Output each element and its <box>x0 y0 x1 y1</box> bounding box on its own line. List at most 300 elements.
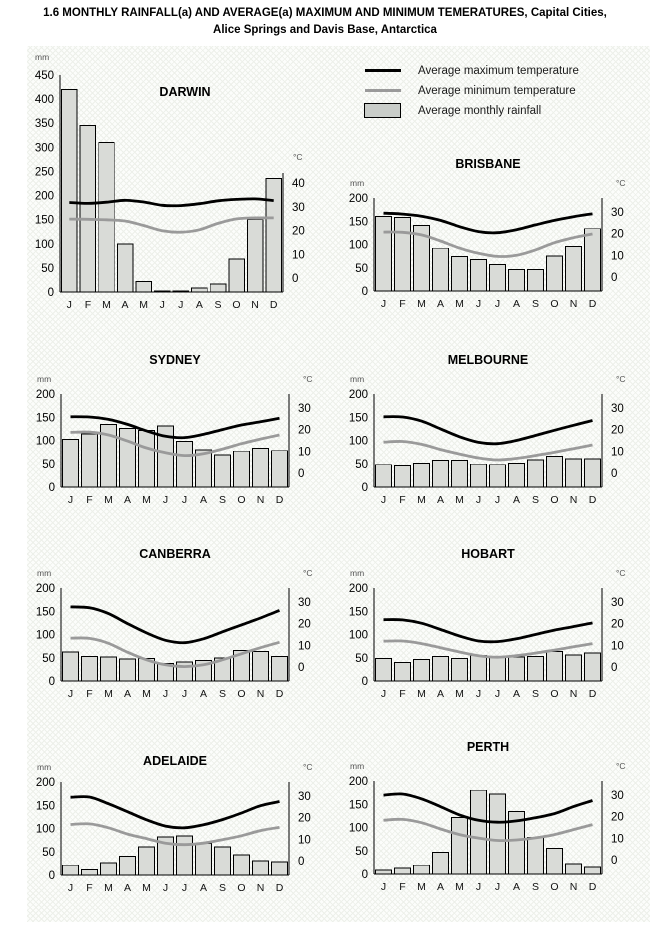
rain-tick-label: 0 <box>361 482 368 494</box>
rainfall-bar <box>471 259 487 291</box>
month-label: O <box>550 298 559 310</box>
rainfall-bar <box>62 90 78 293</box>
rainfall-bar <box>414 463 430 487</box>
legend-label-rain: Average monthly rainfall <box>418 104 542 117</box>
month-label: A <box>512 298 521 310</box>
month-label: N <box>251 299 259 311</box>
chart-svg-adelaide <box>27 732 335 902</box>
legend-row-min <box>362 84 646 97</box>
rain-tick-label: 150 <box>35 412 55 425</box>
rain-tick-label: 100 <box>348 239 368 252</box>
month-label: A <box>123 882 132 894</box>
rain-tick-label: 150 <box>348 412 368 425</box>
rainfall-bar <box>547 652 563 681</box>
month-label: S <box>531 298 540 310</box>
month-label: D <box>588 494 597 506</box>
rainfall-bar <box>585 229 601 291</box>
rainfall-bar <box>452 257 468 291</box>
chart-title: SYDNEY <box>149 353 201 367</box>
rain-unit-label: mm <box>37 374 52 384</box>
rainfall-bar <box>414 660 430 681</box>
month-label: J <box>162 882 169 894</box>
chart-svg-darwin <box>27 50 339 318</box>
temp-unit-label: °C <box>303 374 313 384</box>
temp-tick-label: 20 <box>611 811 624 824</box>
month-label: N <box>569 494 578 506</box>
month-label: J <box>162 688 169 700</box>
rainfall-bar <box>452 659 468 681</box>
month-label: F <box>399 494 406 506</box>
rainfall-bar <box>395 218 411 292</box>
rainfall-bar <box>566 864 582 874</box>
rain-unit-label: mm <box>37 568 52 578</box>
temp-tick-label: 10 <box>298 640 311 653</box>
month-label: F <box>86 688 93 700</box>
chart-darwin <box>27 50 339 323</box>
rain-tick-label: 200 <box>348 776 368 788</box>
rainfall-bar <box>395 868 411 874</box>
rainfall-bar <box>509 657 525 681</box>
rain-tick-label: 350 <box>34 118 54 131</box>
rain-tick-label: 200 <box>348 193 368 205</box>
rain-unit-label: mm <box>350 568 365 578</box>
rainfall-bar <box>120 659 136 681</box>
month-label: J <box>181 494 188 506</box>
month-label: J <box>475 688 482 700</box>
temp-tick-label: 10 <box>611 640 624 653</box>
temp-tick-label: 10 <box>298 446 311 459</box>
rainfall-bar <box>585 459 601 487</box>
rain-tick-label: 50 <box>42 458 55 471</box>
chart-title: CANBERRA <box>139 547 211 561</box>
rainfall-bar <box>433 248 449 291</box>
temp-tick-label: 20 <box>298 618 311 631</box>
month-label: J <box>475 494 482 506</box>
rainfall-bar <box>196 843 212 875</box>
month-label: J <box>181 882 188 894</box>
max-temp-line <box>384 794 593 822</box>
month-label: J <box>494 881 501 893</box>
month-label: F <box>84 299 92 311</box>
month-label: J <box>67 494 74 506</box>
month-label: J <box>494 688 501 700</box>
temp-tick-label: 10 <box>611 833 624 846</box>
month-label: S <box>218 688 227 700</box>
rain-tick-label: 0 <box>361 286 368 298</box>
month-label: M <box>417 494 426 506</box>
temp-tick-label: 10 <box>298 834 311 847</box>
legend-label-min: Average minimum temperature <box>418 84 576 97</box>
rainfall-bar <box>566 655 582 681</box>
month-label: D <box>275 688 284 700</box>
month-label: J <box>475 881 482 893</box>
temp-tick-label: 30 <box>292 201 305 214</box>
temp-tick-label: 0 <box>298 662 305 674</box>
rainfall-bar <box>272 656 288 681</box>
rain-tick-label: 100 <box>348 629 368 642</box>
rainfall-bar <box>117 244 133 292</box>
month-label: O <box>237 494 246 506</box>
temp-tick-label: 10 <box>611 446 624 459</box>
month-label: M <box>417 298 426 310</box>
rain-unit-label: mm <box>350 761 365 771</box>
month-label: M <box>417 881 426 893</box>
month-label: J <box>380 298 387 310</box>
rainfall-bar <box>234 451 250 487</box>
rain-tick-label: 100 <box>35 629 55 642</box>
rainfall-bar-swatch <box>364 103 401 118</box>
rainfall-bar <box>136 281 152 292</box>
rainfall-bar <box>471 790 487 874</box>
rainfall-bar <box>63 865 79 875</box>
rainfall-bar <box>266 179 282 292</box>
month-label: F <box>399 881 406 893</box>
rain-unit-label: mm <box>37 762 52 772</box>
rainfall-bar <box>82 434 98 487</box>
rain-tick-label: 150 <box>35 606 55 619</box>
temp-tick-label: 0 <box>298 468 305 480</box>
legend-row-max <box>362 64 646 77</box>
rainfall-bar <box>101 657 117 681</box>
month-label: S <box>218 882 227 894</box>
month-label: J <box>178 299 184 311</box>
rain-tick-label: 0 <box>48 482 55 494</box>
chart-svg-melbourne <box>340 344 648 514</box>
rain-tick-label: 200 <box>35 389 55 401</box>
month-label: A <box>199 688 208 700</box>
temp-tick-label: 10 <box>292 249 305 262</box>
month-label: M <box>142 494 151 506</box>
rain-tick-label: 0 <box>361 676 368 688</box>
month-label: D <box>275 494 284 506</box>
month-label: M <box>104 688 113 700</box>
rain-tick-label: 150 <box>348 216 368 229</box>
max-temp-line <box>71 607 280 643</box>
month-label: J <box>181 688 188 700</box>
temp-tick-label: 20 <box>298 812 311 825</box>
temp-unit-label: °C <box>303 762 313 772</box>
temp-unit-label: °C <box>303 568 313 578</box>
rainfall-bar <box>120 856 136 875</box>
month-label: D <box>269 299 278 311</box>
rainfall-bar <box>490 265 506 292</box>
month-label: F <box>86 882 93 894</box>
month-label: F <box>399 298 406 310</box>
rainfall-bar <box>101 863 117 875</box>
rainfall-bar <box>139 847 155 875</box>
rainfall-bar <box>80 126 96 292</box>
legend-swatch-wrap <box>362 103 410 118</box>
chart-title: HOBART <box>461 547 515 561</box>
chart-title: DARWIN <box>159 85 211 99</box>
max-temp-line-swatch <box>365 69 401 72</box>
month-label: A <box>512 688 521 700</box>
month-label: M <box>455 688 464 700</box>
month-label: J <box>67 688 74 700</box>
month-label: M <box>102 299 111 311</box>
rainfall-bar <box>490 465 506 487</box>
rainfall-bar <box>395 662 411 681</box>
month-label: S <box>214 299 222 311</box>
temp-tick-label: 0 <box>611 855 618 867</box>
month-label: M <box>455 881 464 893</box>
rain-tick-label: 150 <box>34 214 54 227</box>
chart-title: BRISBANE <box>455 157 521 171</box>
temp-tick-label: 20 <box>611 424 624 437</box>
legend-label-max: Average maximum temperature <box>418 64 579 77</box>
month-label: J <box>66 299 72 311</box>
figure-title <box>0 5 650 38</box>
month-label: M <box>142 882 151 894</box>
month-label: A <box>436 688 445 700</box>
month-label: M <box>142 688 151 700</box>
month-label: A <box>436 494 445 506</box>
rain-tick-label: 50 <box>355 262 368 275</box>
rain-tick-label: 200 <box>34 190 54 203</box>
rain-tick-label: 50 <box>355 845 368 858</box>
month-label: O <box>550 881 559 893</box>
month-label: J <box>67 882 74 894</box>
temp-unit-label: °C <box>616 761 626 771</box>
rain-tick-label: 450 <box>34 70 54 82</box>
month-label: A <box>199 882 208 894</box>
temp-tick-label: 0 <box>611 468 618 480</box>
month-label: J <box>494 298 501 310</box>
rainfall-bar <box>566 246 582 291</box>
rainfall-bar <box>253 861 269 875</box>
temp-tick-label: 20 <box>611 618 624 631</box>
rainfall-bar <box>229 259 245 292</box>
temp-tick-label: 0 <box>292 273 299 285</box>
rain-tick-label: 400 <box>34 94 54 107</box>
chart-svg-canberra <box>27 538 335 708</box>
temp-unit-label: °C <box>616 568 626 578</box>
rainfall-bar <box>234 855 250 875</box>
rainfall-bar <box>177 836 193 875</box>
month-label: D <box>588 298 597 310</box>
rain-tick-label: 150 <box>348 606 368 619</box>
chart-hobart <box>340 538 648 713</box>
month-label: J <box>380 494 387 506</box>
chart-melbourne <box>340 344 648 519</box>
temp-tick-label: 0 <box>611 272 618 284</box>
month-label: N <box>569 688 578 700</box>
rain-tick-label: 200 <box>348 583 368 595</box>
month-label: A <box>121 299 129 311</box>
chart-sydney <box>27 344 335 519</box>
rainfall-bar <box>490 656 506 681</box>
rainfall-bar <box>585 653 601 681</box>
month-label: D <box>588 881 597 893</box>
rain-tick-label: 50 <box>355 652 368 665</box>
rainfall-bar <box>272 451 288 487</box>
rain-tick-label: 100 <box>35 435 55 448</box>
month-label: N <box>256 688 265 700</box>
month-label: J <box>380 881 387 893</box>
rain-tick-label: 100 <box>34 238 54 251</box>
temp-tick-label: 30 <box>611 789 624 802</box>
month-label: A <box>512 494 521 506</box>
figure-title-line2: Alice Springs and Davis Base, Antarctica <box>213 23 437 36</box>
rainfall-bar <box>452 817 468 874</box>
rain-tick-label: 0 <box>48 870 55 882</box>
legend-swatch-wrap <box>362 89 410 92</box>
month-label: A <box>123 688 132 700</box>
rain-tick-label: 100 <box>35 823 55 836</box>
rain-tick-label: 0 <box>48 676 55 688</box>
rainfall-bar <box>547 848 563 874</box>
month-label: J <box>159 299 165 311</box>
rainfall-bar <box>547 456 563 487</box>
chart-svg-brisbane <box>340 148 648 318</box>
month-label: J <box>494 494 501 506</box>
temp-tick-label: 20 <box>292 225 305 238</box>
legend <box>362 64 646 124</box>
rainfall-bar <box>509 463 525 487</box>
figure-title-line1: 1.6 MONTHLY RAINFALL(a) AND AVERAGE(a) MAXIMUM AND MINIMUM TEMERATURES, Capital Cities, <box>43 7 607 19</box>
month-label: J <box>380 688 387 700</box>
rain-tick-label: 200 <box>35 583 55 595</box>
month-label: F <box>399 688 406 700</box>
rainfall-bar <box>177 441 193 487</box>
rainfall-bar <box>528 460 544 487</box>
chart-svg-hobart <box>340 538 648 708</box>
legend-row-rain <box>362 104 646 117</box>
month-label: A <box>195 299 203 311</box>
rainfall-bar <box>63 440 79 487</box>
rainfall-bar <box>139 431 155 487</box>
month-label: O <box>550 494 559 506</box>
rain-tick-label: 0 <box>47 287 54 299</box>
month-label: S <box>531 494 540 506</box>
month-label: S <box>531 688 540 700</box>
rainfall-bar <box>585 867 601 874</box>
month-label: D <box>275 882 284 894</box>
temp-tick-label: 30 <box>298 790 311 803</box>
temp-tick-label: 30 <box>298 402 311 415</box>
temp-tick-label: 30 <box>611 596 624 609</box>
month-label: A <box>123 494 132 506</box>
rainfall-bar <box>247 220 263 292</box>
rain-tick-label: 100 <box>348 435 368 448</box>
chart-perth <box>340 731 648 906</box>
temp-tick-label: 30 <box>611 206 624 219</box>
rain-unit-label: mm <box>350 374 365 384</box>
month-label: N <box>256 882 265 894</box>
rainfall-bar <box>120 428 136 487</box>
rain-unit-label: mm <box>350 178 365 188</box>
month-label: O <box>237 882 246 894</box>
rainfall-bar <box>414 865 430 874</box>
rain-unit-label: mm <box>35 52 50 62</box>
temp-tick-label: 30 <box>298 596 311 609</box>
rainfall-bar <box>376 659 392 681</box>
temp-tick-label: 0 <box>298 856 305 868</box>
rainfall-bar <box>376 217 392 291</box>
rainfall-bar <box>433 656 449 681</box>
min-temp-line-swatch <box>365 89 401 92</box>
chart-brisbane <box>340 148 648 323</box>
month-label: O <box>237 688 246 700</box>
rain-tick-label: 150 <box>35 800 55 813</box>
rain-tick-label: 300 <box>34 142 54 155</box>
month-label: A <box>512 881 521 893</box>
month-label: M <box>417 688 426 700</box>
rainfall-bar <box>566 459 582 487</box>
month-label: F <box>86 494 93 506</box>
chart-svg-sydney <box>27 344 335 514</box>
rainfall-bar <box>547 256 563 291</box>
month-label: A <box>199 494 208 506</box>
month-label: M <box>104 882 113 894</box>
rainfall-bar <box>376 465 392 487</box>
month-label: M <box>455 298 464 310</box>
temp-tick-label: 20 <box>611 228 624 241</box>
rainfall-bar <box>395 466 411 487</box>
month-label: O <box>550 688 559 700</box>
rainfall-bar <box>452 461 468 488</box>
temp-unit-label: °C <box>293 152 303 162</box>
rain-tick-label: 50 <box>42 846 55 859</box>
rainfall-bar <box>471 655 487 681</box>
rain-tick-label: 200 <box>348 389 368 401</box>
rainfall-bar <box>215 847 231 875</box>
month-label: N <box>256 494 265 506</box>
month-label: D <box>588 688 597 700</box>
rainfall-bar <box>433 461 449 488</box>
month-label: A <box>436 881 445 893</box>
rainfall-bar <box>272 862 288 875</box>
month-label: A <box>436 298 445 310</box>
rainfall-bar <box>215 455 231 487</box>
rainfall-bar <box>177 662 193 681</box>
rain-tick-label: 50 <box>42 652 55 665</box>
rain-tick-label: 50 <box>355 458 368 471</box>
temp-unit-label: °C <box>616 178 626 188</box>
temp-tick-label: 40 <box>292 178 305 190</box>
rainfall-bar <box>210 284 226 292</box>
month-label: S <box>531 881 540 893</box>
chart-title: ADELAIDE <box>143 754 207 768</box>
temp-tick-label: 10 <box>611 250 624 263</box>
month-label: S <box>218 494 227 506</box>
rainfall-bar <box>82 656 98 681</box>
legend-swatch-wrap <box>362 69 410 72</box>
rainfall-bar <box>528 270 544 291</box>
temp-tick-label: 30 <box>611 402 624 415</box>
month-label: M <box>139 299 148 311</box>
chart-adelaide <box>27 732 335 907</box>
month-label: N <box>569 298 578 310</box>
month-label: M <box>104 494 113 506</box>
rainfall-bar <box>509 270 525 291</box>
temp-tick-label: 0 <box>611 662 618 674</box>
month-label: J <box>162 494 169 506</box>
rainfall-bar <box>490 794 506 874</box>
month-label: N <box>569 881 578 893</box>
temp-tick-label: 20 <box>298 424 311 437</box>
rain-tick-label: 250 <box>34 166 54 179</box>
chart-svg-perth <box>340 731 648 901</box>
chart-title: MELBOURNE <box>447 353 529 367</box>
rain-tick-label: 100 <box>348 822 368 835</box>
max-temp-line <box>71 797 280 828</box>
rainfall-bar <box>99 143 115 293</box>
rain-tick-label: 50 <box>41 262 54 275</box>
chart-title: PERTH <box>466 740 510 754</box>
rainfall-bar <box>471 464 487 487</box>
rainfall-bar <box>528 656 544 681</box>
